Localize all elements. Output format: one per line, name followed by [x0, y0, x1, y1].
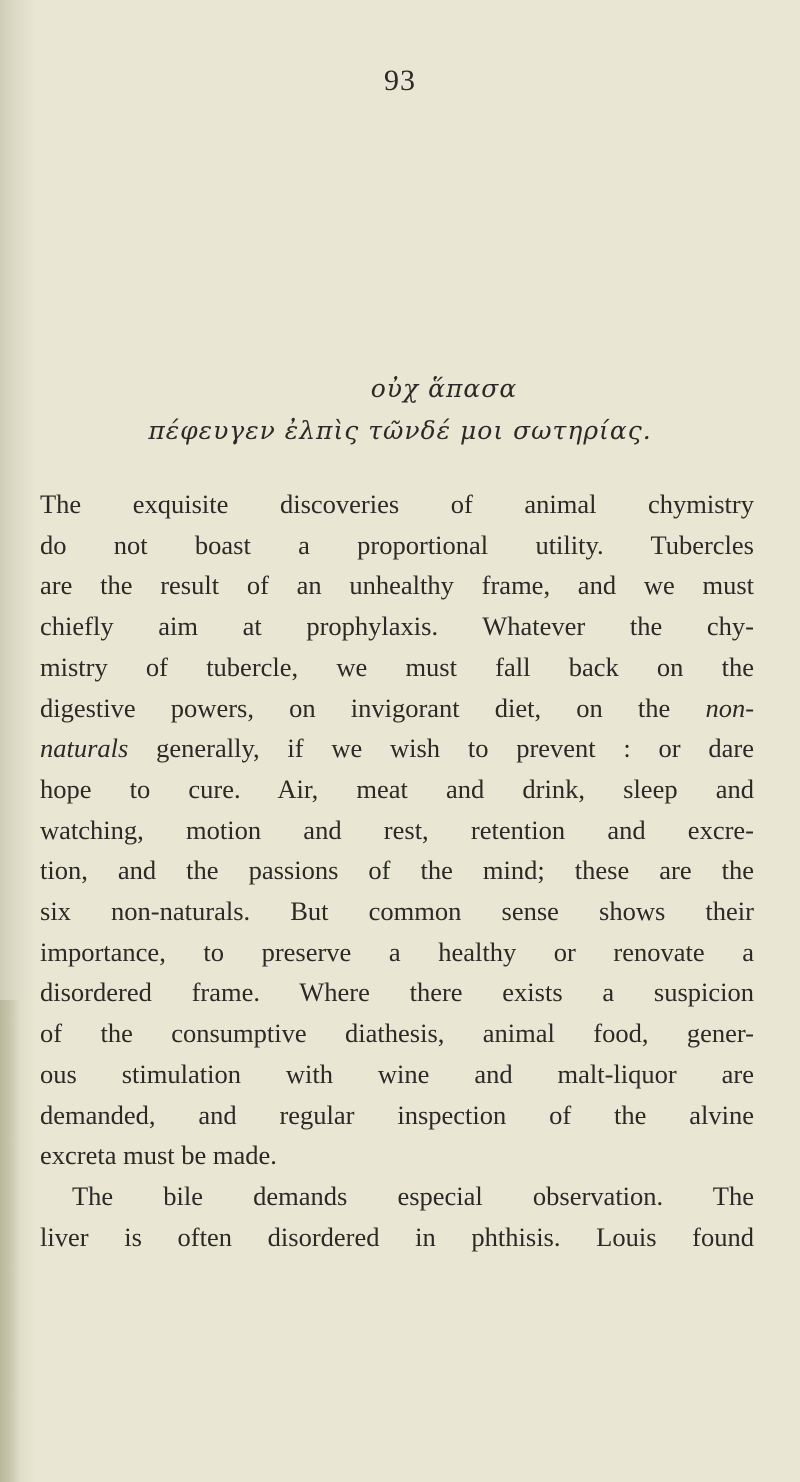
text-line: are the result of an unhealthy frame, and we must — [40, 570, 754, 601]
emphasis-text: non- — [705, 692, 755, 723]
text-line: chiefly aim at prophylaxis. Whatever the chy- — [40, 611, 754, 642]
text-line: The exquisite discoveries of animal chymistry — [40, 489, 754, 519]
text-line: ous stimulation with wine and malt-liquor are — [40, 1058, 754, 1089]
text-line: of the consumptive diathesis, animal food, gener- — [40, 1018, 754, 1049]
page-number: 93 — [384, 64, 416, 97]
body-text — [40, 484, 754, 1257]
text-line: liver is often disordered in phthisis. Louis found — [40, 1221, 754, 1252]
text-line: six non-naturals. But common sense shows their — [40, 896, 754, 927]
text-fragment: generally, if we wish to prevent : or dare — [156, 733, 754, 764]
text-line: excreta must be made. — [40, 1140, 277, 1171]
page-edge-shadow-lower — [0, 1000, 20, 1482]
epigraph-line-1: οὐχ ἅπασα — [370, 374, 518, 403]
text-line: mistry of tubercle, we must fall back on the — [40, 651, 754, 682]
text-line — [40, 728, 754, 769]
text-line: disordered frame. Where there exists a suspicion — [40, 977, 754, 1008]
text-line: The bile demands especial observation. The — [72, 1180, 754, 1211]
text-line: watching, motion and rest, retention and excre- — [40, 814, 754, 845]
emphasis-text: naturals — [40, 733, 129, 764]
text-line — [40, 688, 754, 729]
text-fragment: digestive powers, on invigorant diet, on the — [40, 692, 671, 723]
text-line: hope to cure. Air, meat and drink, sleep and — [40, 773, 754, 804]
text-line: tion, and the passions of the mind; these are the — [40, 855, 754, 886]
text-line: demanded, and regular inspection of the alvine — [40, 1099, 754, 1130]
text-line: importance, to preserve a healthy or renovate a — [40, 936, 754, 967]
epigraph-line-2: πέφευγεν ἐλπὶς τῶνδέ μοι σωτηρίας. — [148, 416, 652, 445]
text-line: do not boast a proportional utility. Tubercles — [40, 529, 754, 560]
